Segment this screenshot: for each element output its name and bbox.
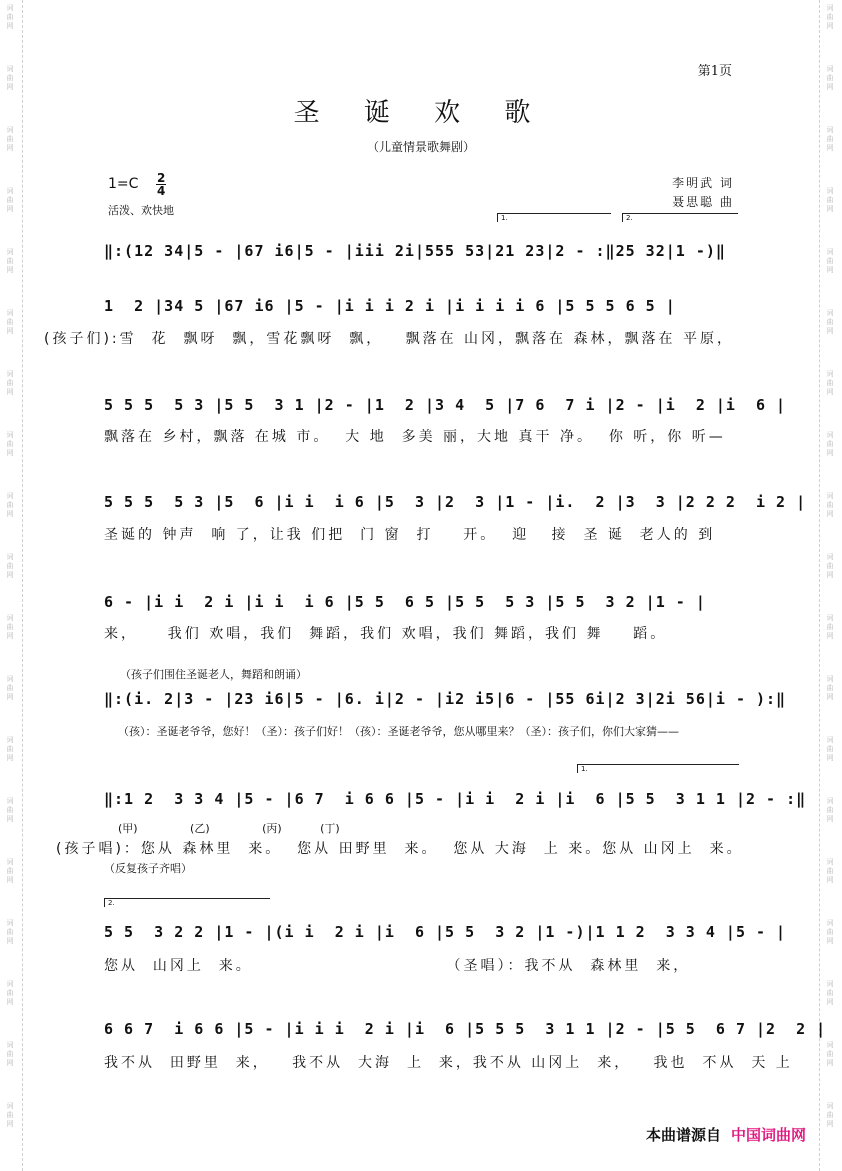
watermark-mark: 词曲网 <box>826 309 834 335</box>
time-top: 2 <box>157 171 166 185</box>
time-signature <box>156 172 166 197</box>
watermark-mark: 词曲网 <box>6 65 14 91</box>
watermark-mark: 词曲网 <box>6 797 14 823</box>
notes-line-3: 5 5 5 5 3 |5 5 3 1 |2 - |1 2 |3 4 5 |7 6 7 i |2 - |i 2 |i 6 | <box>104 396 787 414</box>
notes-line-8: 5 5 3 2 2 |1 - |(i i 2 i |i 6 |5 5 3 2 |1 -)|1 1 2 3 3 4 |5 - | <box>104 923 787 941</box>
lyrics-line-9: 我不从 田野里 来， 我不从 大海 上 来，我不从 山冈上 来， 我也 不从 天 上 <box>104 1055 793 1071</box>
stage-direction: （孩子们围住圣诞老人，舞蹈和朗诵） <box>120 668 307 681</box>
lyrics-line-4: 圣诞的 钟声 响 了，让我 们把 门 窗 打 开。 迎 接 圣 诞 老人的 到 <box>104 527 716 543</box>
dialogue-line: （孩）：圣诞老爷爷，您好！（圣）：孩子们好！（孩）：圣诞老爷爷，您从哪里来？（圣）：孩子们，你们大家猜—— <box>118 725 679 738</box>
watermark-mark: 词曲网 <box>6 248 14 274</box>
watermark-mark: 词曲网 <box>826 370 834 396</box>
watermark-mark: 词曲网 <box>6 614 14 640</box>
watermark-mark: 词曲网 <box>826 4 834 30</box>
composer: 聂思聪 曲 <box>672 195 734 209</box>
notes-line-6: ‖:(i. 2|3 - |23 i6|5 - |6. i|2 - |i2 i5|6 - |55 6i|2 3|2i 56|i - ):‖ <box>104 690 787 708</box>
lyrics-line-7: (孩子唱)：您从 森林里 来。 您从 田野里 来。 您从 大海 上 来。您从 山冈上 来。 <box>56 841 744 857</box>
notes-line-5: 6 - |i i 2 i |i i i 6 |5 5 6 5 |5 5 5 3 |5 5 3 2 |1 - | <box>104 593 706 611</box>
watermark-mark: 词曲网 <box>6 4 14 30</box>
left-watermark-strip <box>0 0 23 1171</box>
watermark-mark: 词曲网 <box>6 431 14 457</box>
repeat-direction: （反复孩子齐唱） <box>104 862 192 875</box>
notes-line-2: 1 2 |34 5 |67 i6 |5 - |i i i 2 i |i i i i 6 |5 5 5 6 5 | <box>104 297 676 315</box>
watermark-mark: 词曲网 <box>6 980 14 1006</box>
notes-line-7: ‖:1 2 3 3 4 |5 - |6 7 i 6 6 |5 - |i i 2 i |i 6 |5 5 3 1 1 |2 - :‖ <box>104 790 807 808</box>
lyrics-line-3: 飘落在 乡村，飘落 在城 市。 大 地 多美 丽，大地 真干 净。 你 听，你 听— <box>104 429 726 445</box>
notes-line-1: ‖:(12 34|5 - |67 i6|5 - |iii 2i|555 53|21 23|2 - :‖25 32|1 -)‖ <box>104 242 726 260</box>
watermark-mark: 词曲网 <box>6 1041 14 1067</box>
watermark-mark: 词曲网 <box>6 858 14 884</box>
watermark-mark: 词曲网 <box>826 248 834 274</box>
watermark-mark: 词曲网 <box>826 553 834 579</box>
watermark-mark: 词曲网 <box>826 65 834 91</box>
watermark-mark: 词曲网 <box>826 1041 834 1067</box>
watermark-mark: 词曲网 <box>826 187 834 213</box>
volta-second-b: 2. <box>104 898 270 907</box>
time-bottom: 4 <box>157 184 166 198</box>
notes-line-4: 5 5 5 5 3 |5 6 |i i i 6 |5 3 |2 3 |1 - |i. 2 |3 3 |2 2 2 i 2 | <box>104 493 807 511</box>
song-subtitle: （儿童情景歌舞剧） <box>366 140 475 154</box>
watermark-mark: 词曲网 <box>826 492 834 518</box>
lyrics-line-5: 来， 我们 欢唱，我们 舞蹈，我们 欢唱，我们 舞蹈，我们 舞 蹈。 <box>104 626 668 642</box>
watermark-mark: 词曲网 <box>6 553 14 579</box>
lyricist: 李明武 词 <box>672 176 734 190</box>
watermark-mark: 词曲网 <box>826 126 834 152</box>
watermark-mark: 词曲网 <box>6 675 14 701</box>
right-watermark-strip <box>819 0 842 1171</box>
source-label: 本曲谱源自 <box>645 1126 721 1144</box>
watermark-mark: 词曲网 <box>6 126 14 152</box>
site-name[interactable]: 中国词曲网 <box>730 1126 806 1144</box>
watermark-mark: 词曲网 <box>826 736 834 762</box>
watermark-mark: 词曲网 <box>6 370 14 396</box>
watermark-mark: 词曲网 <box>826 431 834 457</box>
watermark-mark: 词曲网 <box>6 187 14 213</box>
watermark-mark: 词曲网 <box>826 858 834 884</box>
volta-first: 1. <box>497 213 611 222</box>
watermark-mark: 词曲网 <box>826 1102 834 1128</box>
volta-first-b: 1. <box>577 764 739 773</box>
watermark-mark: 词曲网 <box>6 492 14 518</box>
key-signature: 1=C <box>108 176 139 192</box>
watermark-mark: 词曲网 <box>826 675 834 701</box>
watermark-mark: 词曲网 <box>826 919 834 945</box>
notes-line-9: 6 6 7 i 6 6 |5 - |i i i 2 i |i 6 |5 5 5 3 1 1 |2 - |5 5 6 7 |2 2 | <box>104 1020 827 1038</box>
song-title: 圣 诞 欢 歌 <box>293 98 549 128</box>
volta-second: 2. <box>622 213 738 222</box>
part-labels: (甲) (乙) (丙) (丁) <box>118 822 340 835</box>
source-credit <box>646 1124 806 1145</box>
lyrics-line-8: 您从 山冈上 来。 （圣唱）：我不从 森林里 来， <box>104 958 691 974</box>
watermark-mark: 词曲网 <box>6 1102 14 1128</box>
watermark-mark: 词曲网 <box>6 919 14 945</box>
watermark-mark: 词曲网 <box>6 309 14 335</box>
lyrics-line-2: (孩子们):雪 花 飘呀 飘，雪花飘呀 飘， 飘落在 山冈，飘落在 森林，飘落在 平原， <box>44 331 734 347</box>
watermark-mark: 词曲网 <box>826 614 834 640</box>
watermark-mark: 词曲网 <box>826 980 834 1006</box>
tempo-marking: 活泼、欢快地 <box>108 204 174 217</box>
page-number: 第1页 <box>697 64 732 79</box>
watermark-mark: 词曲网 <box>826 797 834 823</box>
watermark-mark: 词曲网 <box>6 736 14 762</box>
